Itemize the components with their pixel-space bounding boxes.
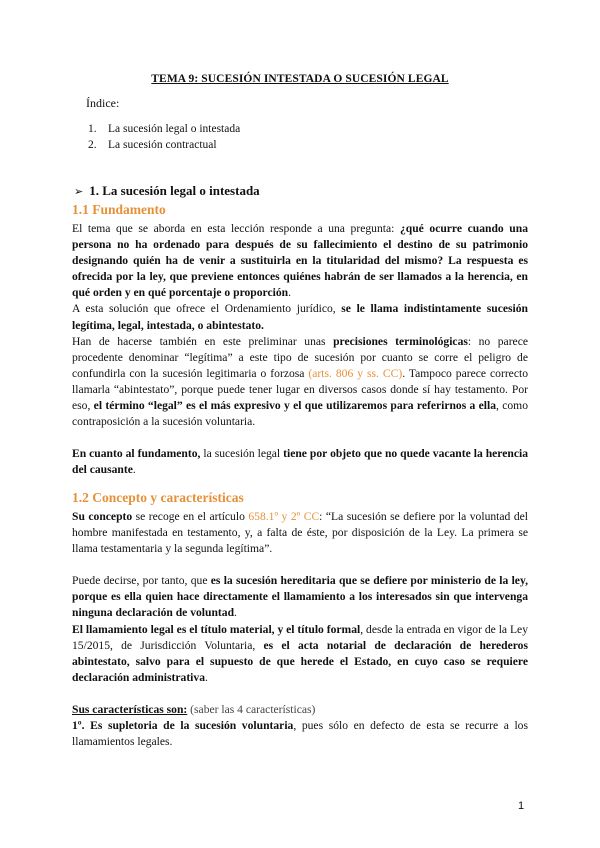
paragraph-gap bbox=[72, 430, 528, 446]
text-run: . bbox=[132, 463, 136, 477]
subsection-heading-concepto: 1.2 Concepto y características bbox=[72, 490, 244, 505]
table-of-contents bbox=[88, 121, 240, 153]
article-reference: 658.1º y 2º CC bbox=[248, 510, 320, 523]
section-heading-text: 1. La sucesión legal o intestada bbox=[89, 183, 260, 198]
arrow-bullet-icon: ➢ bbox=[74, 184, 84, 198]
section-heading bbox=[74, 183, 260, 199]
text-run: , como contraposición a la sucesión voluntaria. bbox=[72, 399, 528, 429]
paragraph bbox=[72, 446, 528, 478]
bold-run: el término “legal” es el más expresivo y el que utilizaremos para referirnos a ella bbox=[93, 399, 497, 413]
paragraph bbox=[72, 573, 528, 621]
paragraph-gap bbox=[72, 557, 528, 573]
text-run: . bbox=[205, 670, 208, 684]
paragraph-gap bbox=[72, 686, 528, 702]
concepto-body bbox=[72, 509, 528, 750]
paragraph bbox=[72, 718, 528, 750]
bold-run: tiene por objeto que no quede vacante la herencia del causante bbox=[72, 447, 529, 477]
page-number: 1 bbox=[518, 800, 525, 812]
bold-run: Su concepto bbox=[72, 510, 133, 523]
text-run: (saber las 4 características) bbox=[187, 702, 316, 716]
toc-item-number: 2. bbox=[88, 139, 97, 151]
bold-run: es el acta notarial de declaración de herederos abintestato, salvo para el supuesto de que herede el Estado, en cuyo caso se requiere declaración administrativa bbox=[72, 638, 528, 684]
text-run: . bbox=[234, 606, 237, 620]
toc-item bbox=[88, 121, 240, 137]
index-label: Índice: bbox=[86, 96, 120, 110]
text-run: Puede decirse, por tanto, que bbox=[72, 574, 211, 588]
text-run: Han de hacerse también en este preliminar unas bbox=[72, 334, 334, 348]
toc-item bbox=[88, 137, 240, 153]
paragraph bbox=[72, 301, 528, 333]
text-run: . Tampoco parece correcto llamarla “abintestato”, porque puede tener lugar en diversos casos donde sí hay testamento. Por eso, bbox=[72, 366, 528, 413]
text-run: , pues sólo en defecto de esta se recurre a los llamamientos legales. bbox=[72, 719, 528, 749]
bold-run: es la sucesión hereditaria que se defiere por ministerio de la ley, porque es ella quien hace directamente el llamamiento a los interesados sin que intervenga ninguna declaración de voluntad bbox=[72, 574, 529, 620]
subsection-heading-fundamento: 1.1 Fundamento bbox=[72, 202, 166, 217]
paragraph bbox=[72, 334, 528, 431]
bold-run: En cuanto al fundamento, bbox=[72, 447, 201, 461]
fundamento-body bbox=[72, 221, 528, 478]
article-reference: (arts. 806 y ss. CC) bbox=[308, 366, 403, 380]
toc-item-number: 1. bbox=[88, 123, 97, 135]
text-run: El tema que se aborda en esta lección responde a una pregunta: bbox=[72, 222, 400, 235]
bold-run: El llamamiento legal es el título material, y el título formal bbox=[72, 622, 361, 636]
paragraph bbox=[72, 221, 528, 301]
bold-run: se le llama indistintamente sucesión legítima, legal, intestada, o abintestato. bbox=[72, 302, 528, 332]
text-run: A esta solución que ofrece el Ordenamiento jurídico, bbox=[72, 302, 342, 316]
bold-run: Sus características son: bbox=[72, 702, 188, 716]
text-run: la sucesión legal bbox=[200, 447, 284, 461]
text-run: : “La sucesión se defiere por la voluntad del hombre manifestada en testamento, y, a falta de éste, por disposición de la Ley. La primera se llama testamentaria y la segunda legítima”. bbox=[72, 510, 528, 556]
bold-run: precisiones terminológicas bbox=[333, 334, 468, 348]
text-run: . bbox=[288, 286, 292, 300]
bold-run: 1º. Es supletoria de la sucesión voluntaria bbox=[72, 719, 294, 733]
text-run: se recoge en el artículo bbox=[132, 510, 249, 523]
paragraph bbox=[72, 509, 528, 557]
paragraph bbox=[72, 702, 528, 718]
text-run: , desde la entrada en vigor de la Ley 15/2015, de Jurisdicción Voluntaria, bbox=[72, 622, 528, 652]
toc-item-text: La sucesión legal o intestada bbox=[108, 123, 241, 135]
text-run: : no parece procedente denominar “legítima” a este tipo de sucesión por cuanto se corre el peligro de confundirla con la sucesión legitimaria o forzosa bbox=[72, 334, 528, 380]
document-title: TEMA 9: SUCESIÓN INTESTADA O SUCESIÓN LEGAL bbox=[151, 73, 449, 85]
bold-run: ¿qué ocurre cuando una persona no ha ordenado para después de su fallecimiento el destino de su patrimonio designando quién ha de venir a sustituirla en la titularidad del mismo? La respuesta es ofrecida por la ley, que previene entonces quiénes habrán de ser llamados a la herencia, en qué orden y en qué porcentaje o proporción bbox=[72, 222, 528, 300]
paragraph bbox=[72, 622, 528, 686]
toc-item-text: La sucesión contractual bbox=[108, 139, 217, 151]
